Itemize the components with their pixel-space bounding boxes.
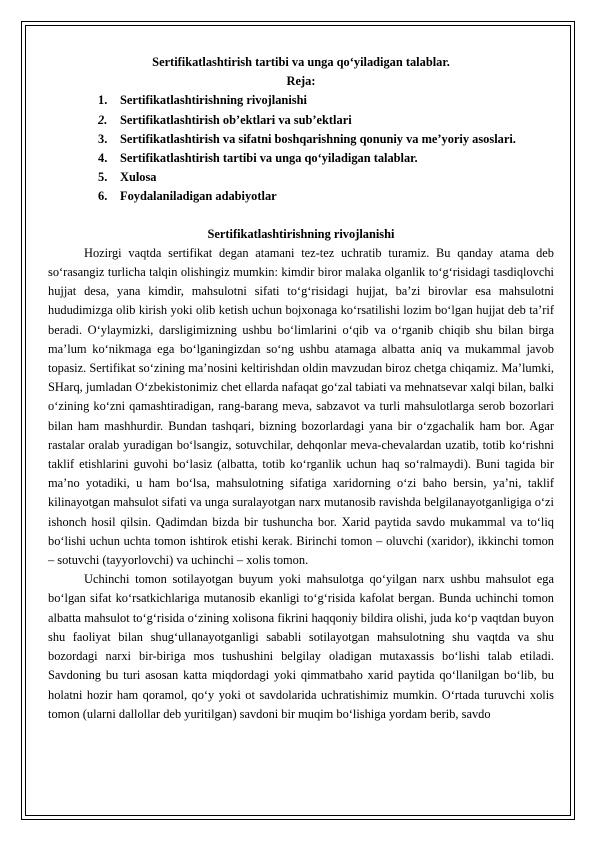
plan-item (98, 187, 554, 206)
plan-heading: Reja: (286, 74, 316, 89)
plan-item-text: Xulosa (120, 170, 157, 185)
plan-list (48, 91, 554, 206)
plan-item (98, 130, 554, 149)
plan-item-text: Foydalaniladigan adabiyotlar (120, 189, 277, 204)
plan-item (98, 149, 554, 168)
document-title: Sertifikatlashtirish tartibi va unga qo‘yiladigan talablar. (152, 55, 450, 69)
plan-item-number: 1. (98, 93, 108, 108)
plan-item-number: 5. (98, 170, 108, 185)
plan-item-number: 2. (98, 112, 108, 127)
plan-item-number: 3. (98, 131, 108, 146)
section-title: Sertifikatlashtirishning rivojlanishi (207, 226, 395, 241)
plan-item-text: Sertifikatlashtirish ob’ektlari va sub’ektlari (120, 112, 352, 127)
plan-item-number: 4. (98, 151, 108, 166)
plan-item (98, 91, 554, 110)
plan-item-text: Sertifikatlashtirish va sifatni boshqarishning qonuniy va me’yoriy asoslari. (120, 131, 516, 146)
plan-item (98, 111, 554, 130)
body-paragraph: Hozirgi vaqtda sertifikat degan atamani tez-tez uchratib turamiz. Bu qanday atama deb so‘rasangiz turlicha talqin olishingiz mumkin: kimdir biror malaka olganlik to‘g‘risidagi tasdiqlovchi hujjat desa, yana kimdir, mahsulotni sifati to‘g‘risidagi hujjat, ba’zi birovlar esa mahsulotni hududimizga olib kirish yoki olib ketish uchun bojxonaga ko‘rsatilishi lozim bo‘lgan hujjat deb ta’rif beradi. O‘ylaymizki, darsligimizning ushbu bo‘limlarini o‘qib va o‘rganib chiqib shu bilan birga ma’lum ko‘nikmaga ega bo‘lganingizdan so‘ng ushbu atamaga albatta aniq va mukammal javob topasiz. Sertifikat so‘zining ma’nosini keltirishdan oldin mavzudan biroz chetga chiqamiz. Ma’lumki, SHarq, jumladan O‘zbekistonimiz chet ellarda nafaqat go‘zal tabiati va mehnatsevar xalqi bilan, balki o‘zining ko‘zni qamashtiradigan, rang-barang meva, sabzavot va turli mahsulotlarga serob bozorlari bilan ham mashhurdir. Bundan tashqari, bizning bozorlardagi yana bir o‘zgachalik ham bor. Agar rastalar oralab yuradigan bo‘lsangiz, sotuvchilar, dehqonlar meva-chevalardan uzatib, totib ko‘rishni taklif etishlarini guvohi bo‘lasiz (albatta, totib ko‘rganlik uchun haq so‘ralmaydi). Buni tagida bir ma’no yotadiki, u ham bo‘lsa, mahsulotning sifatiga xaridorning o‘zi baho bersin, ya’ni, taklif kilinayotgan mahsulot sifati va unga suralayotgan narx mutanosib ravishda belgilanayotganligiga o‘zi ishonch hosil qilsin. Qadimdan bizda bir tushuncha bor. Xarid paytida savdo mukammal va to‘liq bo‘lishi uchun uchta tomon ishtirok etishi kerak. Birinchi tomon – oluvchi (xaridor), ikkinchi tomon – sotuvchi (tayyorlovchi) va uchinchi – xolis tomon. (48, 245, 554, 568)
plan-item-text: Sertifikatlashtirish tartibi va unga qo‘yiladigan talablar. (120, 151, 418, 166)
plan-item-text: Sertifikatlashtirishning rivojlanishi (120, 93, 307, 108)
plan-item-number: 6. (98, 189, 108, 204)
body-paragraph: Uchinchi tomon sotilayotgan buyum yoki mahsulotga qo‘yilgan narx ushbu mahsulot ega bo‘lgan sifat ko‘rsatkichlariga mutanosib ekanligi to‘g‘risida kafolat bergan. Bunda uchinchi tomon albatta mahsulot to‘g‘risida o‘zining xolisona fikrini haqqoniy bildira olishi, juda ko‘p vaqtdan buyon shu faoliyat bilan shug‘ullanayotganligi sababli sotilayotgan mahsulotning shu vaqtda va shu bozordagi narxi bir-biriga mos tushushini belgilay oladigan mutaxassis bo‘lishi talab etiladi. Savdoning bu turi asosan katta miqdordagi yoki qimmatbaho xarid paytida qo‘llanilgan bo‘lib, bu holatni hozir ham qoramol, qo‘y yoki ot savdolarida uchratishimiz mumkin. O‘rtada turuvchi xolis tomon (ularni dallollar deb yuritilgan) savdoni bir muqim bo‘lishiga yordam berib, savdo (48, 572, 554, 721)
plan-item (98, 168, 554, 187)
document-body (48, 53, 554, 724)
